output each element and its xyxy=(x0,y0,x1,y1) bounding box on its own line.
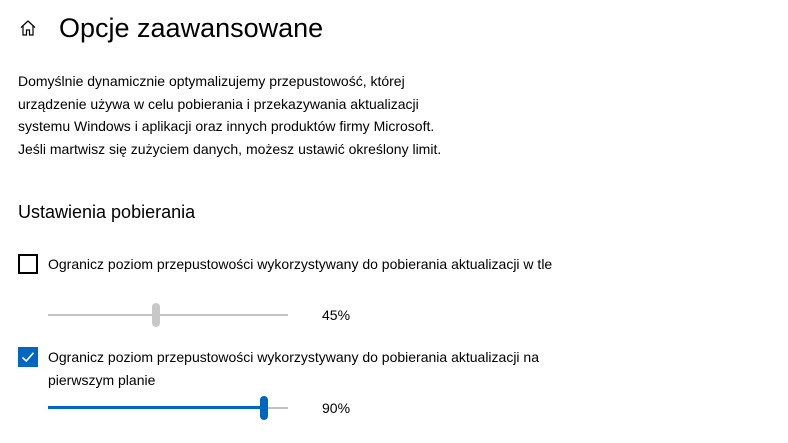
background-slider-value: 45% xyxy=(322,307,351,323)
slider-track xyxy=(48,314,288,316)
page-header xyxy=(16,8,323,48)
foreground-slider-value: 90% xyxy=(322,400,351,416)
slider-fill xyxy=(48,406,264,409)
background-bandwidth-slider[interactable] xyxy=(48,303,288,327)
page-title: Opcje zaawansowane xyxy=(59,12,324,43)
limit-background-checkbox[interactable] xyxy=(18,254,38,274)
limit-background-label: Ogranicz poziom przepustowości wykorzystywany do pobierania aktualizacji w tle xyxy=(48,256,553,272)
slider-thumb[interactable] xyxy=(152,303,160,327)
home-icon[interactable] xyxy=(16,16,40,40)
bandwidth-description: Domyślnie dynamicznie optymalizujemy przepustowość, której urządzenie używa w celu pobierania i przekazywania aktualizacji systemu Windows i aplikacji oraz innych produktów firmy Microsoft. Jeśli martwisz się zużyciem danych, możesz ustawić określony limit. xyxy=(18,73,442,157)
limit-foreground-option[interactable] xyxy=(18,346,578,391)
background-slider-row xyxy=(48,303,350,327)
limit-background-option[interactable] xyxy=(18,253,578,276)
foreground-bandwidth-slider[interactable] xyxy=(48,396,288,420)
limit-foreground-checkbox[interactable] xyxy=(18,347,38,367)
slider-thumb[interactable] xyxy=(260,396,268,420)
limit-foreground-label: Ogranicz poziom przepustowości wykorzystywany do pobierania aktualizacji na pierwszym planie xyxy=(48,349,540,388)
foreground-slider-row xyxy=(48,396,350,420)
download-settings-heading: Ustawienia pobierania xyxy=(18,202,196,222)
home-icon-glyph xyxy=(19,19,37,37)
checkmark-icon xyxy=(20,349,36,365)
